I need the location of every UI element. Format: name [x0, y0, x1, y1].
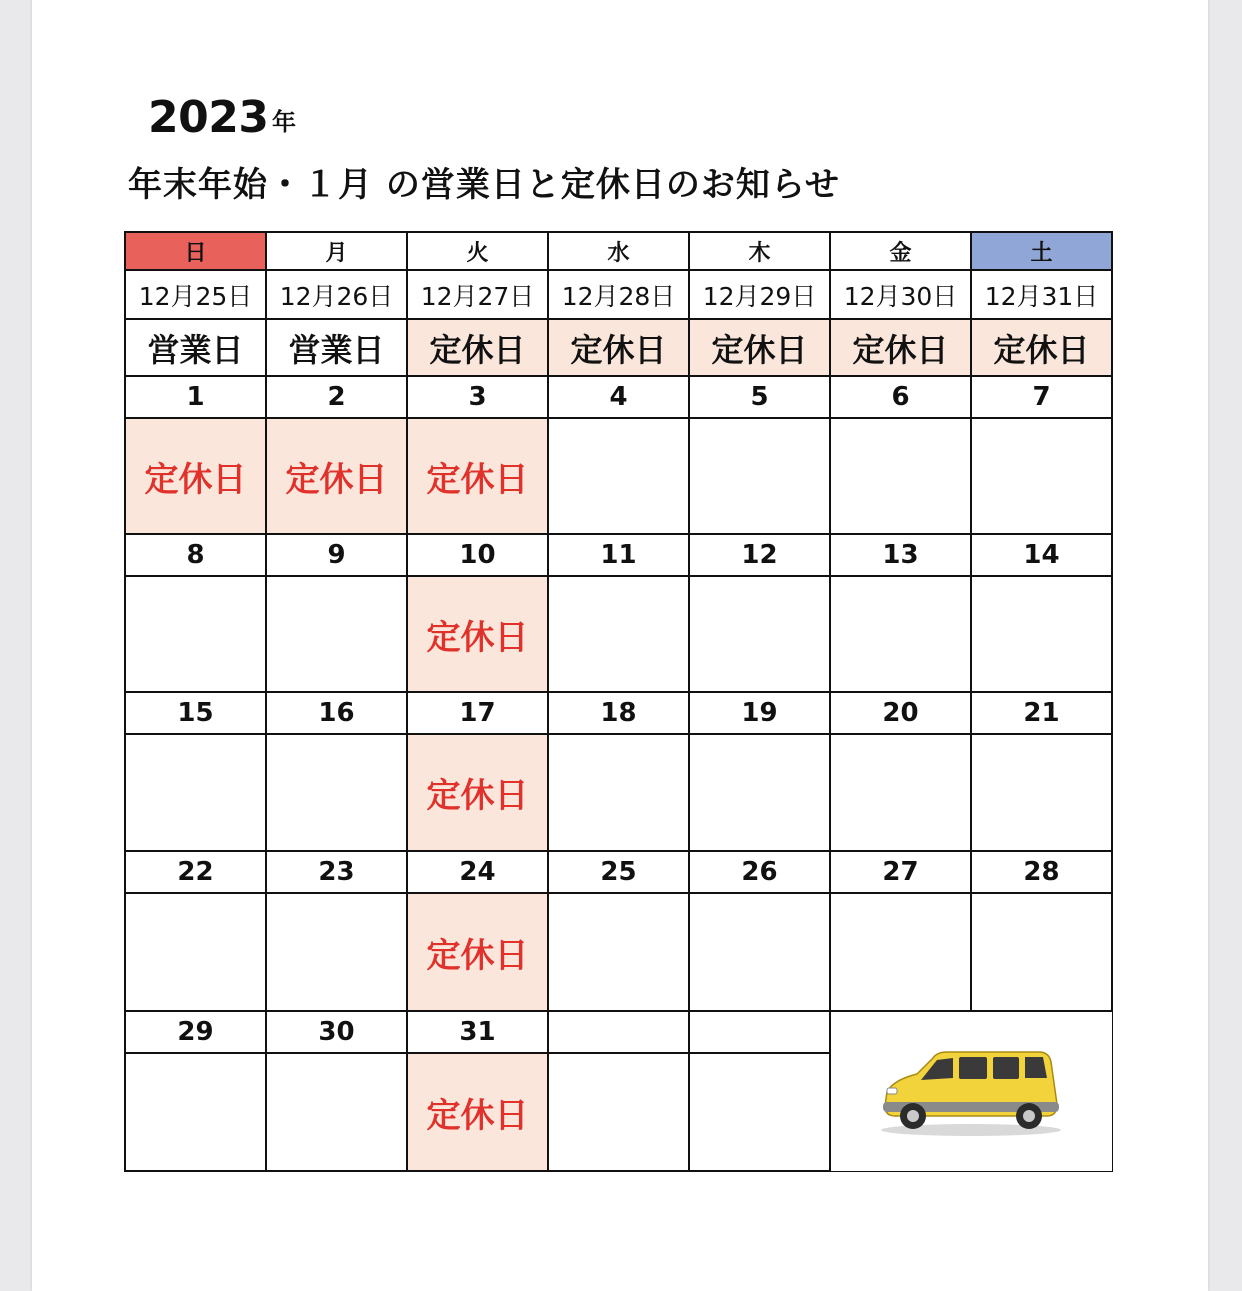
day-cell [548, 576, 689, 692]
day-cell [689, 1011, 830, 1053]
year-suffix: 年 [272, 108, 296, 136]
weekday-wed: 水 [548, 232, 689, 270]
day-cell [971, 418, 1112, 534]
day-number: 16 [266, 692, 407, 734]
weekday-sun: 日 [125, 232, 266, 270]
day-cell [689, 734, 830, 851]
day-number: 1 [125, 376, 266, 418]
day-number: 9 [266, 534, 407, 576]
day-number: 20 [830, 692, 971, 734]
closed-day-label: 定休日 [971, 319, 1112, 376]
day-cell [125, 576, 266, 692]
day-number: 25 [548, 851, 689, 893]
day-cell [830, 418, 971, 534]
dec-date: 12月29日 [689, 270, 830, 319]
day-number: 23 [266, 851, 407, 893]
weekday-header-row [125, 232, 1112, 270]
day-number: 14 [971, 534, 1112, 576]
december-status-row [125, 319, 1112, 376]
yellow-van-icon [871, 1044, 1071, 1138]
day-number: 17 [407, 692, 548, 734]
day-number: 30 [266, 1011, 407, 1053]
day-cell [830, 893, 971, 1011]
day-number: 6 [830, 376, 971, 418]
day-cell [689, 418, 830, 534]
day-cell [125, 1053, 266, 1171]
day-number: 4 [548, 376, 689, 418]
day-number: 26 [689, 851, 830, 893]
business-calendar [124, 231, 1113, 1172]
day-number: 11 [548, 534, 689, 576]
day-cell [548, 418, 689, 534]
dec-date: 12月27日 [407, 270, 548, 319]
closed-day-label: 定休日 [689, 319, 830, 376]
day-cell [971, 893, 1112, 1011]
day-cell [125, 734, 266, 851]
day-cell [830, 734, 971, 851]
dec-date: 12月28日 [548, 270, 689, 319]
weekday-sat: 土 [971, 232, 1112, 270]
day-cell [689, 1053, 830, 1171]
day-cell [548, 1053, 689, 1171]
day-status-row [125, 734, 1112, 851]
day-number: 3 [407, 376, 548, 418]
dec-date: 12月30日 [830, 270, 971, 319]
weekday-tue: 火 [407, 232, 548, 270]
date-number-row [125, 692, 1112, 734]
day-status-row [125, 418, 1112, 534]
december-date-row [125, 270, 1112, 319]
day-number: 2 [266, 376, 407, 418]
day-status-row [125, 576, 1112, 692]
closed-day-label: 定休日 [125, 418, 266, 534]
notice-heading: 年末年始・１月 の営業日と定休日のお知らせ [128, 165, 840, 205]
closed-day-label: 定休日 [407, 319, 548, 376]
day-cell [125, 893, 266, 1011]
day-cell [971, 576, 1112, 692]
day-cell [548, 893, 689, 1011]
dec-date: 12月25日 [125, 270, 266, 319]
day-number: 5 [689, 376, 830, 418]
year-number: 2023 [148, 92, 269, 143]
day-cell [971, 734, 1112, 851]
date-number-row [125, 1011, 1112, 1053]
day-number: 12 [689, 534, 830, 576]
open-day-label: 営業日 [125, 319, 266, 376]
day-number: 18 [548, 692, 689, 734]
day-cell [266, 893, 407, 1011]
closed-day-label: 定休日 [548, 319, 689, 376]
day-number: 28 [971, 851, 1112, 893]
day-number: 19 [689, 692, 830, 734]
day-number: 13 [830, 534, 971, 576]
day-number: 10 [407, 534, 548, 576]
dec-date: 12月31日 [971, 270, 1112, 319]
day-status-row [125, 893, 1112, 1011]
day-number: 7 [971, 376, 1112, 418]
day-number: 15 [125, 692, 266, 734]
closed-day-label: 定休日 [266, 418, 407, 534]
day-cell [689, 576, 830, 692]
closed-day-label: 定休日 [407, 734, 548, 851]
closed-day-label: 定休日 [407, 576, 548, 692]
closed-day-label: 定休日 [407, 1053, 548, 1171]
day-number: 27 [830, 851, 971, 893]
day-cell [266, 734, 407, 851]
van-illustration-cell [830, 1011, 1112, 1171]
date-number-row [125, 376, 1112, 418]
closed-day-label: 定休日 [830, 319, 971, 376]
day-cell [548, 1011, 689, 1053]
day-cell [830, 576, 971, 692]
day-cell [266, 1053, 407, 1171]
day-number: 8 [125, 534, 266, 576]
day-cell [548, 734, 689, 851]
weekday-thu: 木 [689, 232, 830, 270]
open-day-label: 営業日 [266, 319, 407, 376]
day-number: 24 [407, 851, 548, 893]
closed-day-label: 定休日 [407, 418, 548, 534]
date-number-row [125, 534, 1112, 576]
day-number: 22 [125, 851, 266, 893]
day-number: 21 [971, 692, 1112, 734]
date-number-row [125, 851, 1112, 893]
day-number: 31 [407, 1011, 548, 1053]
weekday-fri: 金 [830, 232, 971, 270]
day-cell [689, 893, 830, 1011]
dec-date: 12月26日 [266, 270, 407, 319]
day-cell [266, 576, 407, 692]
closed-day-label: 定休日 [407, 893, 548, 1011]
day-number: 29 [125, 1011, 266, 1053]
weekday-mon: 月 [266, 232, 407, 270]
